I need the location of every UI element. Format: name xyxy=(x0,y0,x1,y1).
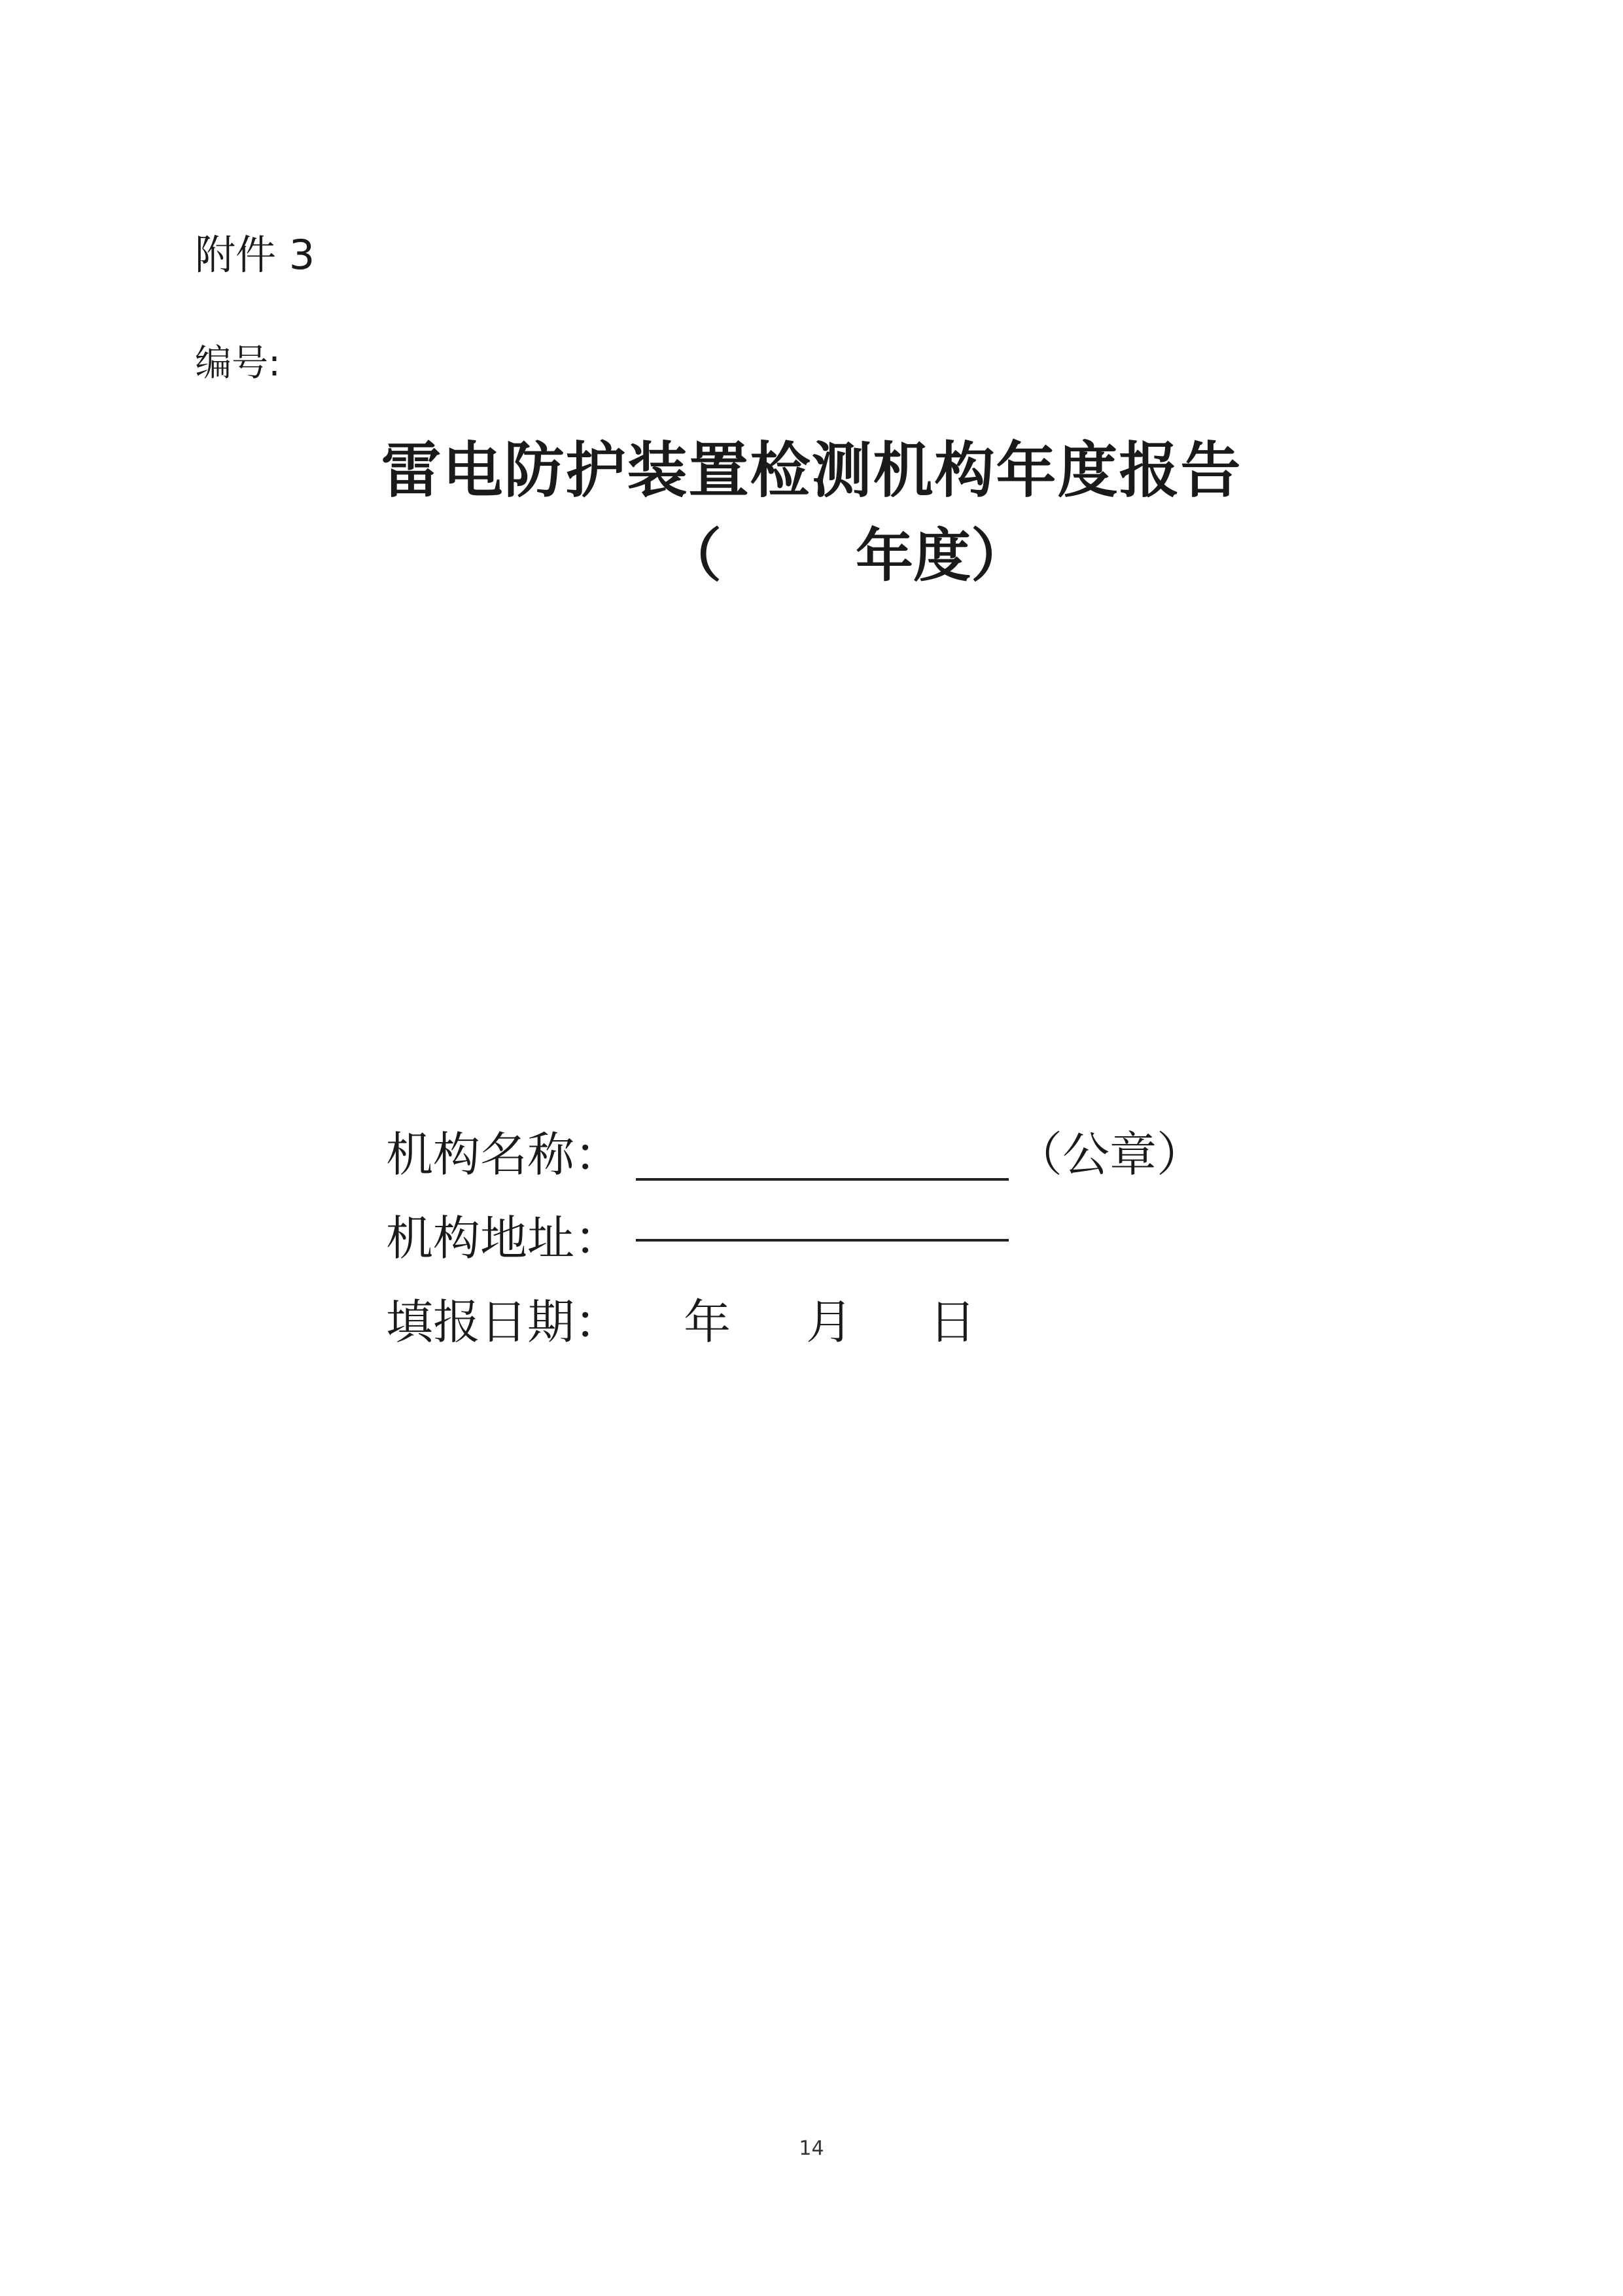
date-month-label: 月 xyxy=(806,1295,854,1349)
page-number: 14 xyxy=(799,2137,824,2160)
report-title: 雷电防护装置检测机构年度报告 xyxy=(381,436,1242,506)
org-address-label: 机构地址： xyxy=(386,1211,622,1266)
serial-number-label: 编号: xyxy=(195,342,281,385)
fill-date-label: 填报日期： xyxy=(386,1295,622,1349)
date-year-label: 年 xyxy=(684,1295,731,1349)
year-word: 年度） xyxy=(856,522,1029,589)
report-year-line xyxy=(664,517,1028,595)
org-address-blank-line xyxy=(636,1239,1009,1242)
year-open-paren: （ xyxy=(664,522,722,589)
org-name-label: 机构名称： xyxy=(386,1127,622,1182)
attachment-label: 附件 3 xyxy=(195,231,315,279)
seal-note: （公章） xyxy=(1015,1127,1204,1182)
date-day-label: 日 xyxy=(929,1295,977,1349)
org-name-blank-line xyxy=(636,1178,1009,1181)
